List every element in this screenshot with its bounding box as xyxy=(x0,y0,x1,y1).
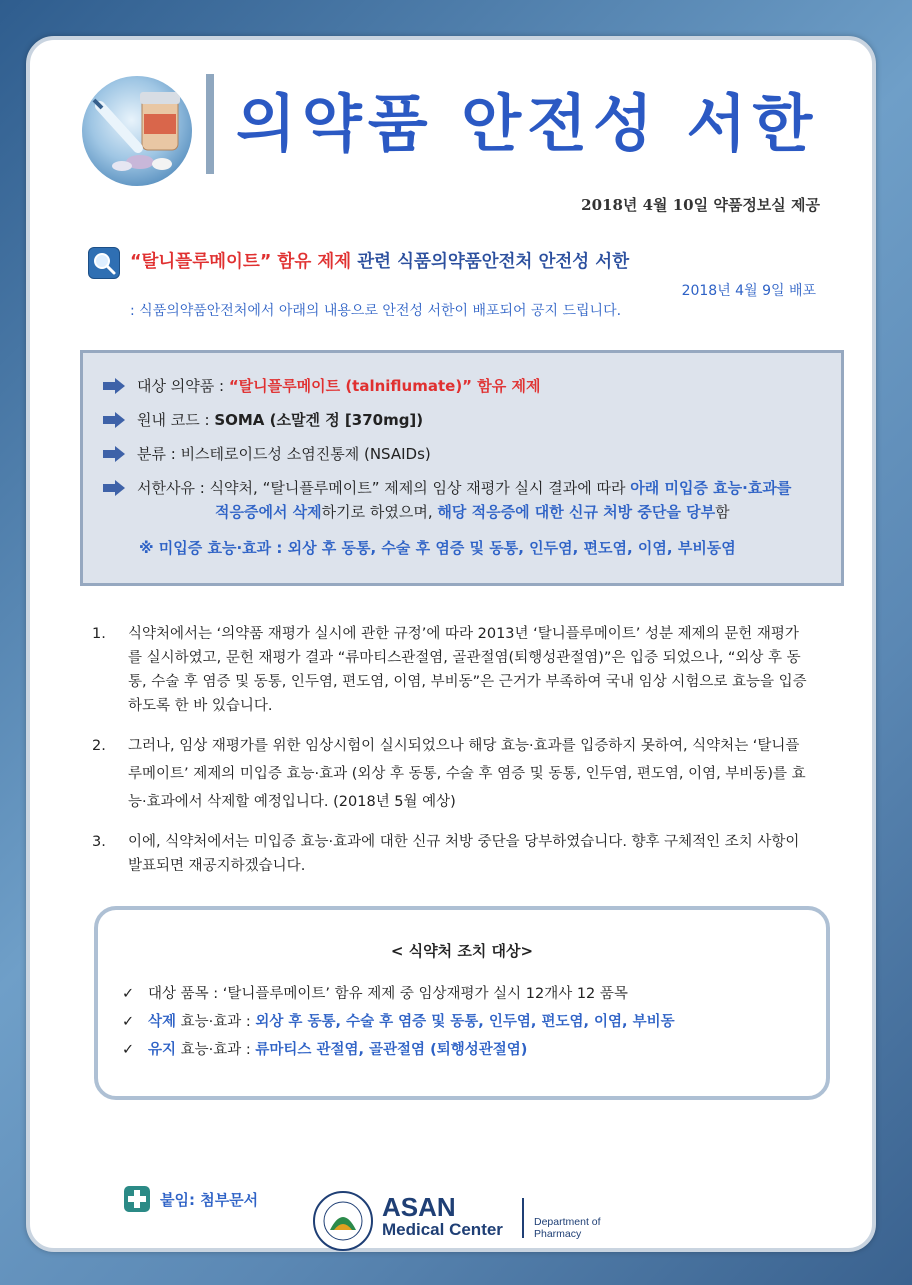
mfds-action-box xyxy=(94,906,830,1100)
checkmark-icon: ✓ xyxy=(122,1014,135,1030)
list-item: 2. 그러나, 임상 재평가를 위한 임상시험이 실시되었으나 해당 효능·효과를 입증하지 못하여, 식약처는 ‘탈니플루메이트’ 제제의 미입증 효능·효과 (외상 후 동통, 수술 후 염증 및 동통, 인두염, 편도염, 이염, 부비동)를 효능·효과에서 삭제할 예정입니다. (2018년 5월 예상) xyxy=(92,738,806,810)
medical-center-wordmark: Medical Center xyxy=(382,1220,503,1239)
info-drug-row: 대상 의약품 : “탈니플루메이트 (talniflumate)” 함유 제제 xyxy=(103,375,540,396)
magnifier-icon xyxy=(88,247,120,279)
arrow-right-icon xyxy=(103,378,125,394)
action-title: < 식약처 조치 대상> xyxy=(390,942,534,960)
medicine-logo-icon xyxy=(82,76,192,186)
distribution-date: 2018년 4월 9일 배포 xyxy=(681,283,816,299)
checkmark-icon: ✓ xyxy=(122,1042,135,1058)
title-divider xyxy=(206,74,214,174)
document-sheet xyxy=(26,36,876,1252)
asan-wordmark: ASAN xyxy=(382,1192,456,1222)
attachment-link[interactable]: 붙임: 첨부문서 xyxy=(160,1191,259,1209)
page-title: 의약품 안전성 서한 xyxy=(236,87,819,160)
notice-list xyxy=(92,622,812,892)
action-row-keep: ✓ 유지 효능·효과 : 류마티스 관절염, 골관절염 (퇴행성관절염) xyxy=(122,1042,528,1058)
info-class-row: 분류 : 비스테로이드성 소염진통제 (NSAIDs) xyxy=(103,443,431,464)
info-reason-row: 서한사유 : 식약처, “탈니플루메이트” 제제의 임상 재평가 실시 결과에 따라 아래 미입증 효능·효과를 xyxy=(103,477,791,498)
arrow-right-icon xyxy=(103,412,125,428)
drug-info-box xyxy=(80,350,844,586)
action-row-delete: ✓ 삭제 효능·효과 : 외상 후 동통, 수술 후 염증 및 동통, 인두염, 편도염, 이염, 부비동 xyxy=(122,1014,675,1030)
arrow-right-icon xyxy=(103,446,125,462)
action-row-target: ✓ 대상 품목 : ‘탈니플루메이트’ 함유 제제 중 임상재평가 실시 12개사 12 품목 xyxy=(122,986,628,1002)
department-label: Department of Pharmacy xyxy=(534,1216,601,1240)
list-item: 1. 식약처에서는 ‘의약품 재평가 실시에 관한 규정’에 따라 2013년 ‘탈니플루메이트’ 성분 제제의 문헌 재평가를 실시하였고, 문헌 재평가 결과 “류마티스관절염, 골관절염(퇴행성관절염)”은 입증 되었으나, “외상 후 동통, 수술 후 염증 및 동통, 인두염, 편도염, 이염, 부비동”은 근거가 부족하여 국내 임상 시험으로 효능을 입증하도록 한 바 있습니다. xyxy=(92,626,807,714)
info-code-row: 원내 코드 : SOMA (소말겐 정 [370mg]) xyxy=(103,409,423,430)
issue-date: 2018년 4월 10일 약품정보실 제공 xyxy=(581,196,820,214)
list-item: 3. 이에, 식약처에서는 미입증 효능·효과에 대한 신규 처방 중단을 당부하였습니다. 향후 구체적인 조치 사항이 발표되면 재공지하겠습니다. xyxy=(92,834,800,874)
plus-icon[interactable] xyxy=(124,1186,150,1212)
checkmark-icon: ✓ xyxy=(122,986,135,1002)
asan-foundation-logo-icon xyxy=(312,1190,374,1252)
subject-note: : 식품의약품안전처에서 아래의 내용으로 안전성 서한이 배포되어 공지 드립니다. xyxy=(130,303,622,319)
unproven-efficacy-note: ※ 미입증 효능·효과 : 외상 후 동통, 수술 후 염증 및 동통, 인두염, 편도염, 이염, 부비동염 xyxy=(139,539,736,557)
footer-divider xyxy=(522,1198,524,1238)
info-reason-continued: 적응증에서 삭제하기로 하였으며, 해당 적응증에 대한 신규 처방 중단을 당부함 xyxy=(215,503,730,521)
subject-heading: “탈니플루메이트” 함유 제제 관련 식품의약품안전처 안전성 서한 xyxy=(130,252,630,272)
arrow-right-icon xyxy=(103,480,125,496)
